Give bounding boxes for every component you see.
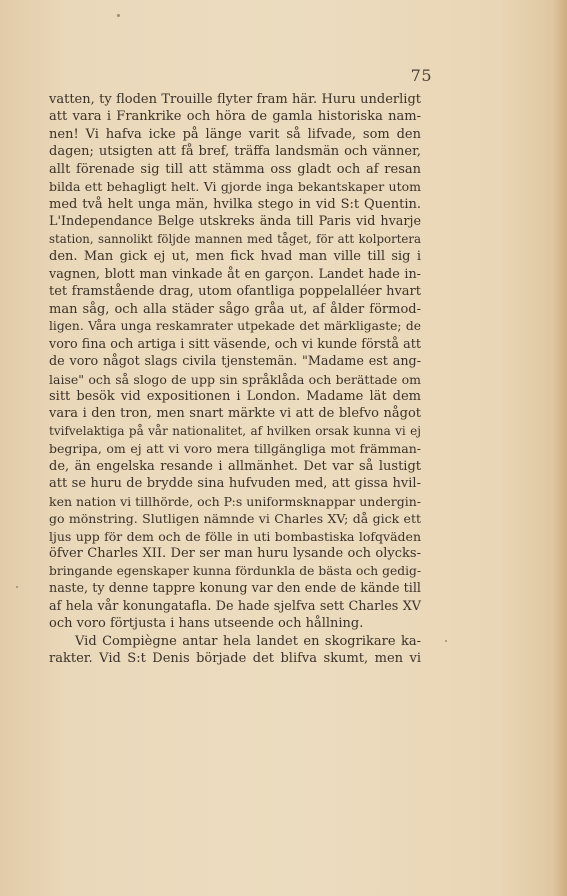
text-line: station, sannolikt följde mannen med tåget, för att kolportera [49, 231, 421, 246]
text-line: nen! Vi hafva icke på länge varit så lifvade, som den [49, 126, 421, 142]
text-line: vagnen, blott man vinkade åt en garçon. Landet hade in- [49, 266, 421, 282]
text-line: tvifvelaktiga på vår nationalitet, af hvilken orsak kunna vi ej [49, 423, 421, 438]
text-line: vara i den tron, men snart märkte vi att de blefvo något [49, 406, 421, 422]
ink-speck [16, 586, 18, 588]
text-line: de voro något slags civila tjenstemän. "Madame est ang- [49, 354, 421, 370]
text-line: och voro förtjusta i hans utseende och hållning. [49, 616, 364, 632]
text-line: att vara i Frankrike och höra de gamla historiska nam- [49, 109, 421, 125]
text-line: sitt besök vid expositionen i London. Madame lät dem [49, 388, 421, 404]
text-line: öfver Charles XII. Der ser man huru lysande och olycks- [49, 546, 421, 562]
page-number: 75 [410, 66, 432, 85]
text-line: L'Independance Belge utskreks ända till Paris vid hvarje [49, 214, 421, 230]
text-line: den. Man gick ej ut, men fick hvad man ville till sig i [49, 249, 421, 265]
text-line: ken nation vi tillhörde, och P:s uniformsknappar undergin- [49, 493, 421, 509]
ink-speck [117, 14, 120, 17]
page-edge-shadow [553, 0, 567, 896]
text-line: af hela vår konungatafla. De hade sjelfva sett Charles XV [49, 598, 421, 614]
text-line: att se huru de brydde sina hufvuden med, att gissa hvil- [49, 476, 421, 492]
ink-speck [445, 640, 447, 642]
text-line: vatten, ty floden Trouille flyter fram här. Huru underligt [49, 92, 421, 107]
body-text [49, 91, 421, 667]
text-line: med två helt unga män, hvilka stego in vid S:t Quentin. [49, 196, 421, 212]
text-line: allt förenade sig till att stämma oss gladt och af resan [49, 161, 421, 177]
text-line: Vid Compiègne antar hela landet en skogrikare ka- [75, 633, 421, 649]
text-line: naste, ty denne tappre konung var den ende de kände till [49, 581, 421, 597]
text-line: bringande egenskaper kunna fördunkla de bästa och gedig- [49, 563, 421, 578]
text-line: voro fina och artiga i sitt väsende, och vi kunde förstå att [49, 336, 421, 352]
text-line: laise" och så slogo de upp sin språklåda och berättade om [49, 371, 421, 387]
text-line: de, än engelska resande i allmänhet. Det var så lustigt [49, 458, 421, 474]
text-line: tet framstående drag, utom ofantliga poppelalléer hvart [49, 284, 421, 300]
text-line: bilda ett behagligt helt. Vi gjorde inga bekantskaper utom [49, 179, 421, 195]
text-line: ligen. Våra unga reskamrater utpekade det märkligaste; de [49, 319, 421, 334]
text-line: rakter. Vid S:t Denis började det blifva skumt, men vi [49, 651, 421, 666]
text-line: man såg, och alla städer sågo gråa ut, af ålder förmod- [49, 301, 421, 317]
text-line: go mönstring. Slutligen nämnde vi Charles XV; då gick ett [49, 511, 421, 527]
text-line: dagen; utsigten att få bref, träffa landsmän och vänner, [49, 144, 421, 160]
text-line: begripa, om ej att vi voro mera tillgängliga mot främman- [49, 441, 421, 457]
text-line: ljus upp för dem och de fölle in uti bombastiska lofqväden [49, 528, 421, 544]
